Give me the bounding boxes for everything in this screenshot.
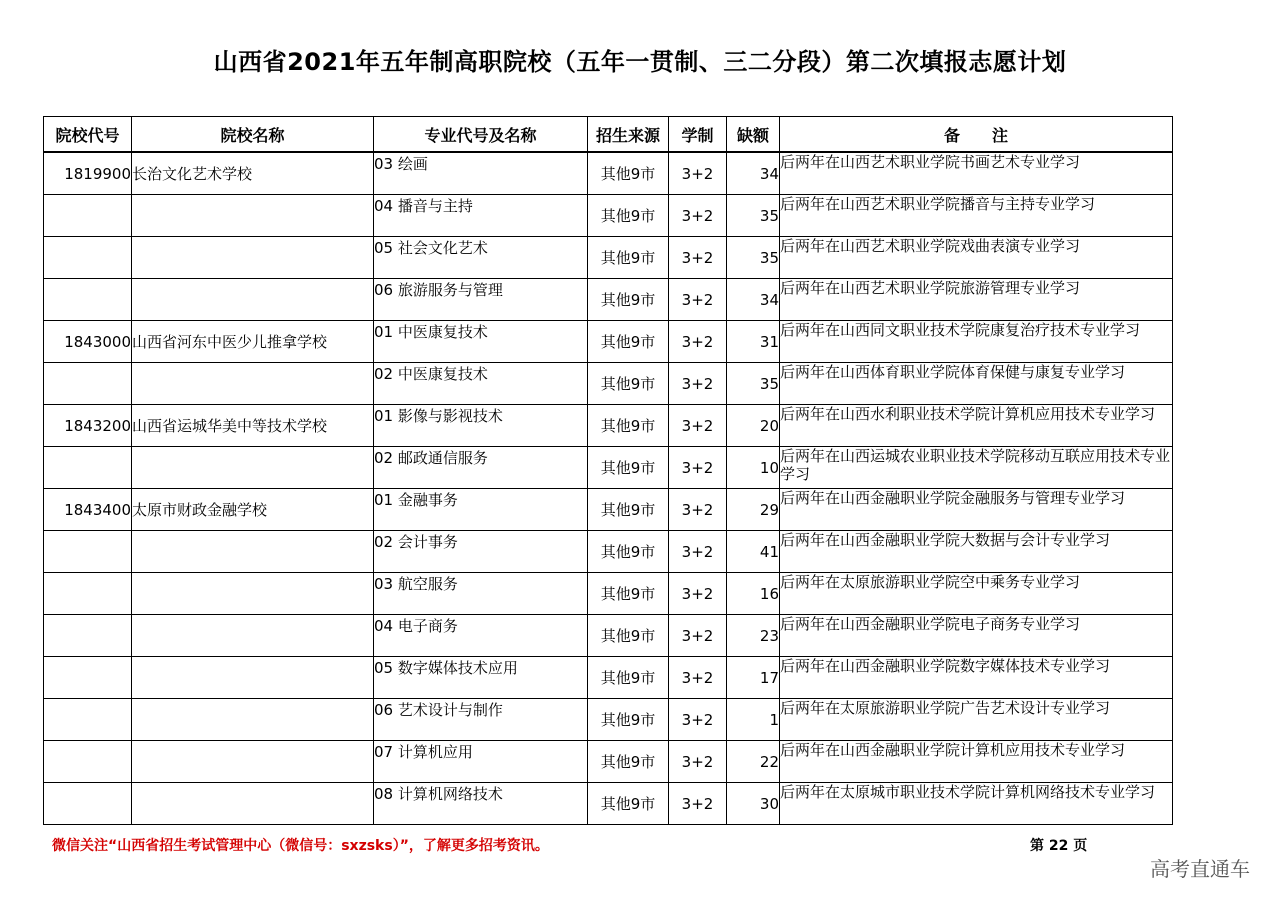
school-code-cell [44,531,132,573]
years-cell: 3+2 [669,195,727,237]
note-cell: 后两年在山西金融职业学院大数据与会计专业学习 [780,531,1173,573]
table-row [44,405,1173,447]
enrollment-plan-table [43,116,1173,825]
school-code-cell: 1843000 [44,321,132,363]
years-cell: 3+2 [669,531,727,573]
school-name-cell [132,615,374,657]
vacancy-cell: 35 [727,195,780,237]
table-row [44,489,1173,531]
school-name-cell: 山西省运城华美中等技术学校 [132,405,374,447]
source-cell: 其他9市 [588,657,669,699]
note-cell: 后两年在山西金融职业学院计算机应用技术专业学习 [780,741,1173,783]
note-cell: 后两年在山西同文职业技术学院康复治疗技术专业学习 [780,321,1173,363]
header-note: 备 注 [780,117,1173,153]
years-cell: 3+2 [669,699,727,741]
school-code-cell: 1819900 [44,152,132,195]
header-vacancy: 缺额 [727,117,780,153]
major-cell: 05 数字媒体技术应用 [374,657,588,699]
source-cell: 其他9市 [588,489,669,531]
wechat-notice: 微信关注“山西省招生考试管理中心（微信号：sxzsks）”，了解更多招考资讯。 [52,838,549,854]
years-cell: 3+2 [669,237,727,279]
school-code-cell [44,279,132,321]
note-cell: 后两年在山西体育职业学院体育保健与康复专业学习 [780,363,1173,405]
school-code-cell [44,363,132,405]
table-row [44,237,1173,279]
header-school: 院校名称 [132,117,374,153]
major-cell: 06 旅游服务与管理 [374,279,588,321]
source-cell: 其他9市 [588,279,669,321]
major-cell: 08 计算机网络技术 [374,783,588,825]
note-cell: 后两年在山西艺术职业学院旅游管理专业学习 [780,279,1173,321]
table-row [44,783,1173,825]
school-code-cell: 1843200 [44,405,132,447]
major-cell: 02 中医康复技术 [374,363,588,405]
source-cell: 其他9市 [588,195,669,237]
table-row [44,195,1173,237]
school-name-cell [132,657,374,699]
years-cell: 3+2 [669,657,727,699]
years-cell: 3+2 [669,489,727,531]
major-cell: 02 会计事务 [374,531,588,573]
source-cell: 其他9市 [588,615,669,657]
years-cell: 3+2 [669,405,727,447]
source-cell: 其他9市 [588,741,669,783]
school-name-cell: 太原市财政金融学校 [132,489,374,531]
source-cell: 其他9市 [588,363,669,405]
school-code-cell [44,741,132,783]
note-cell: 后两年在太原城市职业技术学院计算机网络技术专业学习 [780,783,1173,825]
years-cell: 3+2 [669,152,727,195]
school-name-cell [132,363,374,405]
table-row [44,741,1173,783]
vacancy-cell: 41 [727,531,780,573]
vacancy-cell: 35 [727,237,780,279]
years-cell: 3+2 [669,279,727,321]
table-row [44,573,1173,615]
vacancy-cell: 23 [727,615,780,657]
major-cell: 04 播音与主持 [374,195,588,237]
major-cell: 01 影像与影视技术 [374,405,588,447]
table-row [44,321,1173,363]
note-cell: 后两年在山西水利职业技术学院计算机应用技术专业学习 [780,405,1173,447]
school-name-cell: 山西省河东中医少儿推拿学校 [132,321,374,363]
vacancy-cell: 30 [727,783,780,825]
vacancy-cell: 34 [727,152,780,195]
vacancy-cell: 31 [727,321,780,363]
note-cell: 后两年在山西运城农业职业技术学院移动互联应用技术专业学习 [780,447,1173,489]
note-cell: 后两年在山西艺术职业学院播音与主持专业学习 [780,195,1173,237]
years-cell: 3+2 [669,783,727,825]
header-years: 学制 [669,117,727,153]
school-code-cell [44,573,132,615]
page-title: 山西省2021年五年制高职院校（五年一贯制、三二分段）第二次填报志愿计划 [213,48,1067,76]
school-name-cell: 长治文化艺术学校 [132,152,374,195]
source-cell: 其他9市 [588,531,669,573]
note-cell: 后两年在太原旅游职业学院空中乘务专业学习 [780,573,1173,615]
school-code-cell [44,699,132,741]
major-cell: 01 中医康复技术 [374,321,588,363]
table-row [44,447,1173,489]
vacancy-cell: 20 [727,405,780,447]
school-name-cell [132,531,374,573]
vacancy-cell: 17 [727,657,780,699]
table-row [44,531,1173,573]
school-code-cell: 1843400 [44,489,132,531]
years-cell: 3+2 [669,447,727,489]
major-cell: 04 电子商务 [374,615,588,657]
vacancy-cell: 29 [727,489,780,531]
school-name-cell [132,447,374,489]
table-row [44,699,1173,741]
school-code-cell [44,657,132,699]
school-name-cell [132,741,374,783]
years-cell: 3+2 [669,321,727,363]
watermark: 高考直通车 [1150,857,1250,881]
school-name-cell [132,783,374,825]
major-cell: 03 绘画 [374,152,588,195]
note-cell: 后两年在山西艺术职业学院戏曲表演专业学习 [780,237,1173,279]
school-name-cell [132,573,374,615]
table-row [44,279,1173,321]
source-cell: 其他9市 [588,237,669,279]
header-major: 专业代号及名称 [374,117,588,153]
vacancy-cell: 1 [727,699,780,741]
school-code-cell [44,447,132,489]
major-cell: 06 艺术设计与制作 [374,699,588,741]
school-code-cell [44,615,132,657]
table-row [44,152,1173,195]
header-code: 院校代号 [44,117,132,153]
source-cell: 其他9市 [588,573,669,615]
source-cell: 其他9市 [588,783,669,825]
vacancy-cell: 34 [727,279,780,321]
source-cell: 其他9市 [588,699,669,741]
table-row [44,363,1173,405]
major-cell: 07 计算机应用 [374,741,588,783]
table-row [44,657,1173,699]
table-row [44,615,1173,657]
school-name-cell [132,699,374,741]
major-cell: 02 邮政通信服务 [374,447,588,489]
vacancy-cell: 35 [727,363,780,405]
source-cell: 其他9市 [588,152,669,195]
years-cell: 3+2 [669,363,727,405]
school-name-cell [132,279,374,321]
note-cell: 后两年在山西金融职业学院金融服务与管理专业学习 [780,489,1173,531]
years-cell: 3+2 [669,741,727,783]
years-cell: 3+2 [669,615,727,657]
source-cell: 其他9市 [588,405,669,447]
source-cell: 其他9市 [588,447,669,489]
school-code-cell [44,237,132,279]
school-code-cell [44,783,132,825]
school-name-cell [132,237,374,279]
note-cell: 后两年在山西艺术职业学院书画艺术专业学习 [780,152,1173,195]
page-number: 第 22 页 [1030,838,1088,854]
major-cell: 03 航空服务 [374,573,588,615]
major-cell: 05 社会文化艺术 [374,237,588,279]
note-cell: 后两年在山西金融职业学院数字媒体技术专业学习 [780,657,1173,699]
header-source: 招生来源 [588,117,669,153]
major-cell: 01 金融事务 [374,489,588,531]
vacancy-cell: 16 [727,573,780,615]
years-cell: 3+2 [669,573,727,615]
table-header-row [44,117,1173,153]
note-cell: 后两年在太原旅游职业学院广告艺术设计专业学习 [780,699,1173,741]
vacancy-cell: 10 [727,447,780,489]
school-name-cell [132,195,374,237]
vacancy-cell: 22 [727,741,780,783]
source-cell: 其他9市 [588,321,669,363]
school-code-cell [44,195,132,237]
note-cell: 后两年在山西金融职业学院电子商务专业学习 [780,615,1173,657]
